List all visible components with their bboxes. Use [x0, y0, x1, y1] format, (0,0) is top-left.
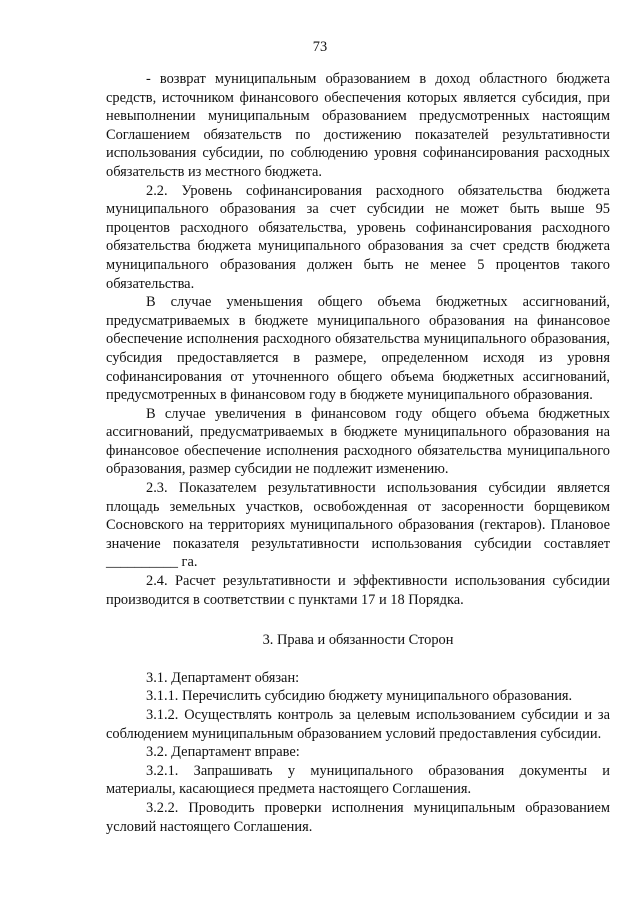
- paragraph-refund-clause: - возврат муниципальным образованием в доход областного бюджета средств, источником финансового обеспечения которых является субсидия, при невыполнении муниципальным образованием предусмотренных настоящим Соглашением обязательств по достижению показателей результативности использования субсидии, по соблюдению уровня софинансирования расходных обязательств из местного бюджета.: [106, 71, 610, 180]
- paragraph-3-1: 3.1. Департамент обязан:: [146, 669, 300, 686]
- paragraph-increase-case: В случае увеличения в финансовом году общего объема бюджетных ассигнований, предусматриваемых в бюджете муниципального образования на финансовое обеспечение исполнения расходного обязательства муниципального образования, размер субсидии не подлежит изменению.: [106, 405, 610, 478]
- paragraph-3-1-1: 3.1.1. Перечислить субсидию бюджету муниципального образования.: [146, 688, 573, 705]
- paragraph-decrease-case: В случае уменьшения общего объема бюджетных ассигнований, предусматриваемых в бюджете муниципального образования на финансовое обеспечение исполнения расходного обязательства муниципального образования, субсидия предоставляется в размере, определенном исходя из уровня софинансирования от уточненного общего объема бюджетных ассигнований, предусмотренных в финансовом году в бюджете муниципального образования.: [106, 294, 610, 404]
- page-number: 73: [312, 39, 328, 55]
- section-heading: 3. Права и обязанности Сторон: [262, 632, 454, 649]
- paragraph-2-4: 2.4. Расчет результативности и эффективности использования субсидии производится в соответствии с пунктами 17 и 18 Порядка.: [106, 573, 610, 608]
- paragraph-3-1-2: 3.1.2. Осуществлять контроль за целевым использованием субсидии и за соблюдением муниципальным образованием условий предоставления субсидии.: [106, 707, 610, 742]
- paragraph-3-2-2: 3.2.2. Проводить проверки исполнения муниципальным образованием условий настоящего Соглашения.: [106, 799, 610, 835]
- paragraph-3-2: 3.2. Департамент вправе:: [146, 744, 300, 761]
- paragraph-2-3: 2.3. Показателем результативности использования субсидии является площадь земельных участков, освобожденная от засоренности борщевиком Сосновского на территориях муниципального образования (гектаров). Плановое значение показателя результативности использования субсидии составляет __________ га.: [106, 480, 610, 571]
- paragraph-2-2: 2.2. Уровень софинансирования расходного обязательства бюджета муниципального образования за счет субсидии не может быть выше 95 процентов расходного обязательства, уровень софинансирования расходного обязательства бюджета муниципального образования за счет средств бюджета муниципального образования должен быть не менее 5 процентов такого обязательства.: [106, 182, 610, 292]
- paragraph-3-2-1: 3.2.1. Запрашивать у муниципального образования документы и материалы, касающиеся предмета настоящего Соглашения.: [106, 762, 610, 798]
- document-body: [106, 70, 610, 836]
